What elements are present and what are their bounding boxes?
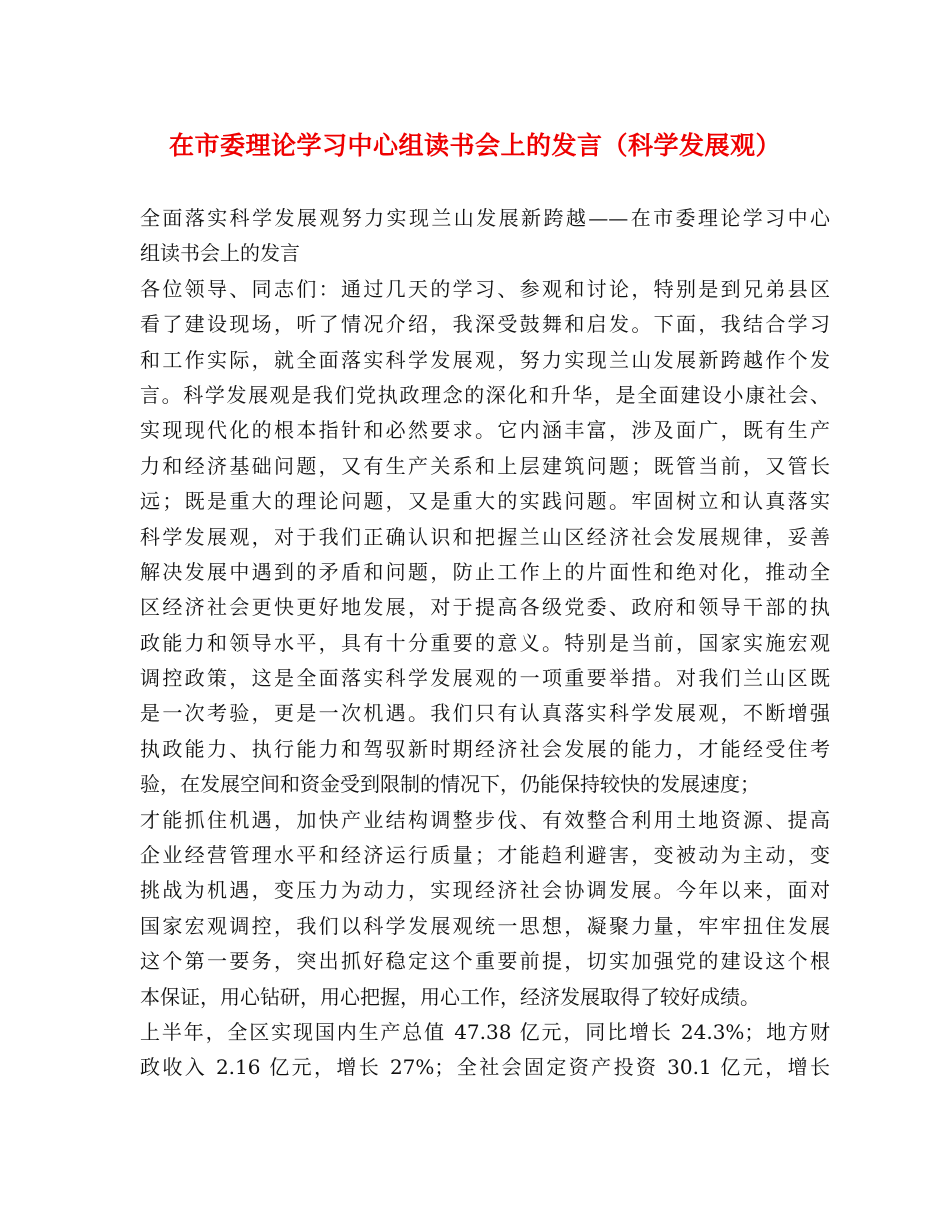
body-text-line: 这个第一要务，突出抓好稳定这个重要前提，切实加强党的建设这个根: [140, 949, 830, 974]
body-text-line: 是一次考验，更是一次机遇。我们只有认真落实科学发展观，不断增强: [140, 701, 830, 726]
body-text-line: 解决发展中遇到的矛盾和问题，防止工作上的片面性和绝对化，推动全: [140, 559, 830, 584]
body-text-line: 才能抓住机遇，加快产业结构调整步伐、有效整合利用土地资源、提高: [140, 807, 830, 832]
body-text-line: 企业经营管理水平和经济运行质量；才能趋利避害，变被动为主动，变: [140, 843, 830, 868]
body-text-line: 和工作实际，就全面落实科学发展观，努力实现兰山发展新跨越作个发: [140, 347, 830, 372]
body-text-line: 调控政策，这是全面落实科学发展观的一项重要举措。对我们兰山区既: [140, 666, 830, 691]
body-text-line: 全面落实科学发展观努力实现兰山发展新跨越——在市委理论学习中心: [140, 206, 830, 230]
body-text-line: 实现现代化的根本指针和必然要求。它内涵丰富，涉及面广，既有生产: [140, 418, 830, 443]
body-text-line: 挑战为机遇，变压力为动力，实现经济社会协调发展。今年以来，面对: [140, 878, 830, 903]
body-text-line: 执政能力、执行能力和驾驭新时期经济社会发展的能力，才能经受住考: [140, 736, 830, 761]
body-text-line: 言。科学发展观是我们党执政理念的深化和升华，是全面建设小康社会、: [140, 382, 830, 407]
body-text-line: 看了建设现场，听了情况介绍，我深受鼓舞和启发。下面，我结合学习: [140, 312, 830, 337]
body-text-line: 验，在发展空间和资金受到限制的情况下，仍能保持较快的发展速度；: [140, 772, 760, 797]
body-text-line: 国家宏观调控，我们以科学发展观统一思想，凝聚力量，牢牢扭住发展: [140, 913, 830, 938]
body-text-line: 政能力和领导水平，具有十分重要的意义。特别是当前，国家实施宏观: [140, 630, 830, 655]
body-text-line: 科学发展观，对于我们正确认识和把握兰山区经济社会发展规律，妥善: [140, 524, 830, 549]
body-text-line: 远；既是重大的理论问题，又是重大的实践问题。牢固树立和认真落实: [140, 489, 830, 514]
body-text-line: 区经济社会更快更好地发展，对于提高各级党委、政府和领导干部的执: [140, 595, 830, 620]
body-text-line: 政收入 2.16 亿元，增长 27%；全社会固定资产投资 30.1 亿元，增长: [140, 1055, 830, 1080]
body-text-line: 组读书会上的发言: [140, 241, 300, 266]
body-text-line: 各位领导、同志们：通过几天的学习、参观和讨论，特别是到兄弟县区: [140, 276, 830, 301]
body-text-line: 力和经济基础问题，又有生产关系和上层建筑问题；既管当前，又管长: [140, 453, 830, 478]
document-title: 在市委理论学习中心组读书会上的发言（科学发展观）: [168, 131, 781, 160]
document-body: [140, 201, 830, 1086]
body-text-line: 上半年，全区实现国内生产总值 47.38 亿元，同比增长 24.3%；地方财: [140, 1019, 830, 1044]
body-text-line: 本保证，用心钻研，用心把握，用心工作，经济发展取得了较好成绩。: [140, 984, 760, 1009]
